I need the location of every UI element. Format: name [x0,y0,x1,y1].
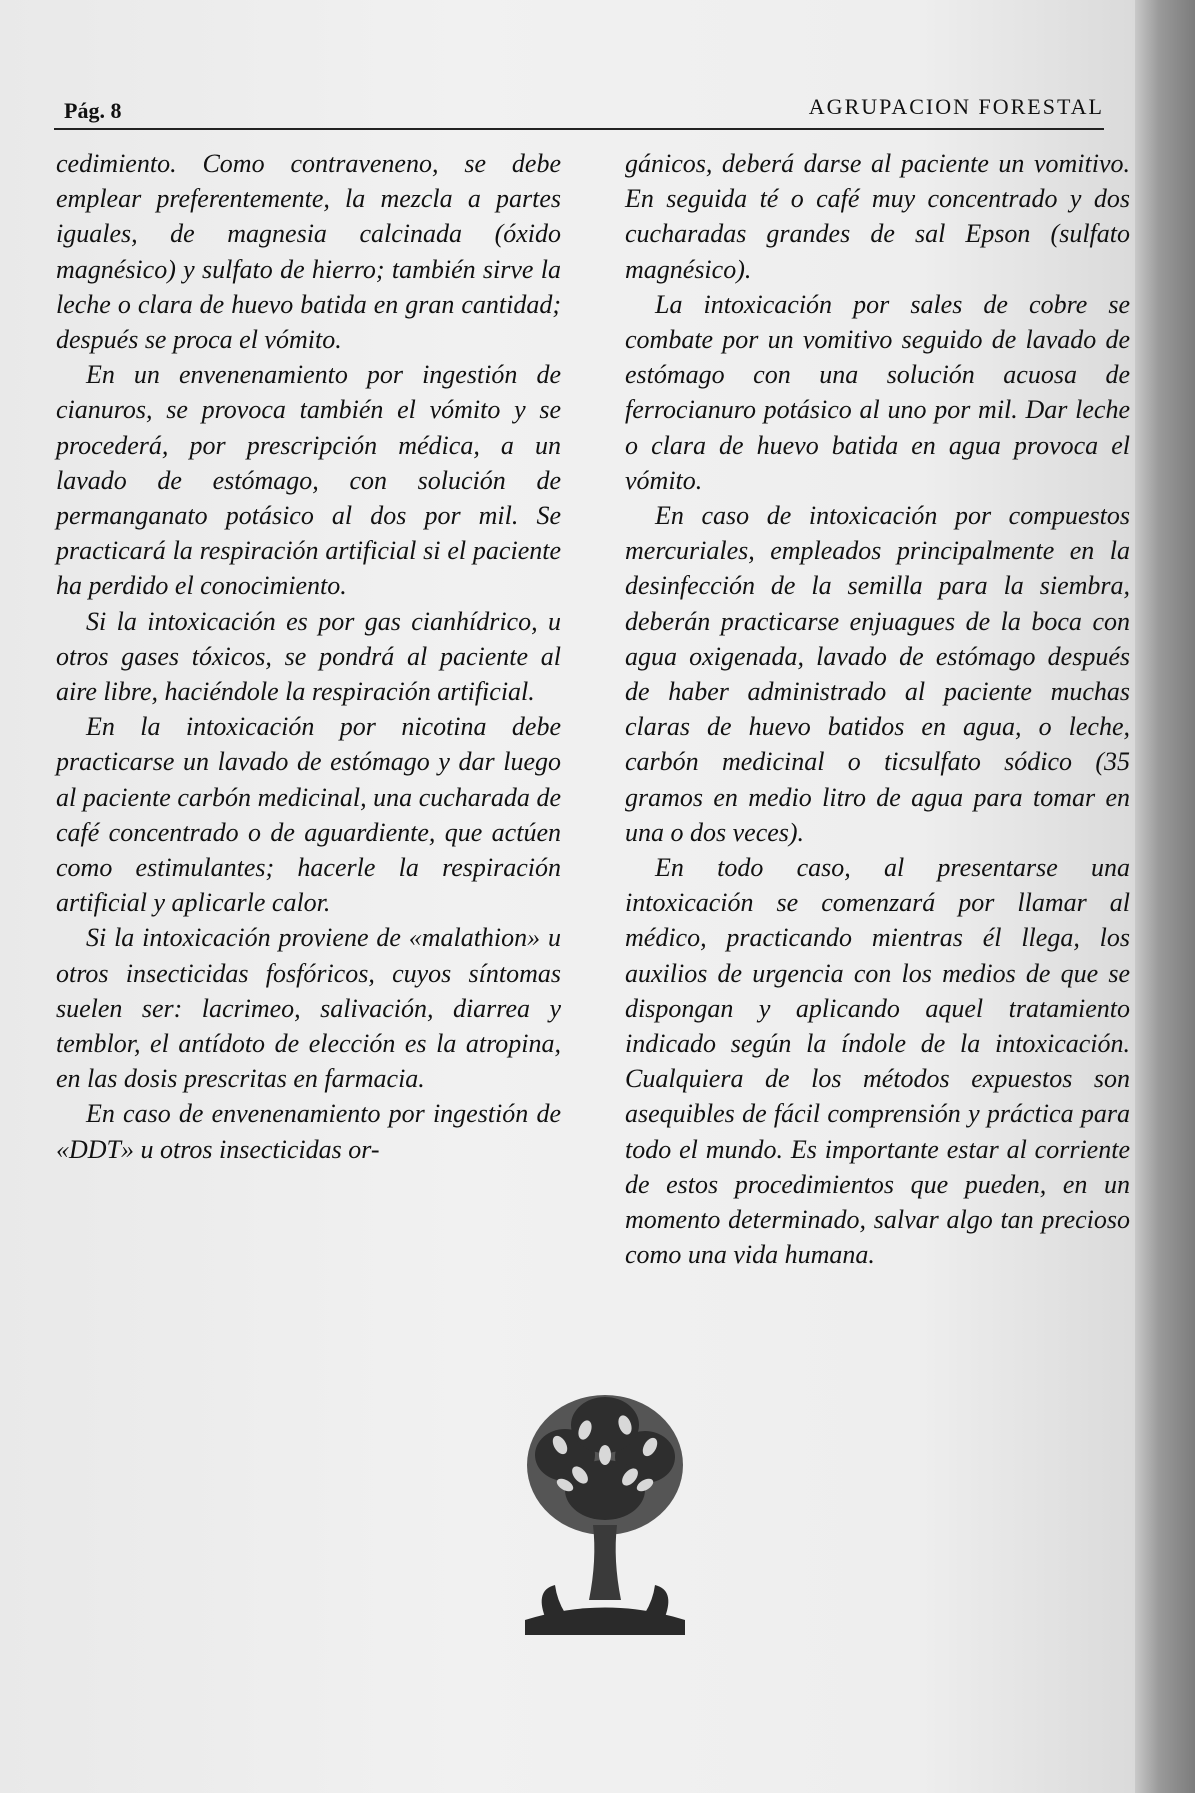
paragraph: En caso de intoxicación por compuestos mercuriales, empleados principalmente en la desinfección de la semilla para la siembra, deberán practicarse enjuagues de la boca con agua oxigenada, lavado de estómago después de haber administrado al paciente muchas claras de huevo batidos en agua, o leche, carbón medicinal o ticsulfato sódico (35 gramos en medio litro de agua para tomar en una o dos veces). [625,501,1130,847]
paragraph: En todo caso, al presentarse una intoxicación se comenzará por llamar al médico, practicando mientras él llega, los auxilios de urgencia con los medios de que se dispongan y aplicando aquel tratamiento indicado según la índole de la intoxicación. Cualquiera de los métodos expuestos son asequibles de fácil comprensión y práctica para todo el mundo. Es importante estar al corriente de estos procedimientos que pueden, en un momento determinado, salvar algo tan precioso como una vida humana. [625,853,1130,1270]
right-column [625,146,1130,1273]
page-number: Pág. 8 [64,98,122,123]
paragraph: En caso de envenenamiento por ingestión de «DDT» u otros insecticidas or- [56,1099,561,1164]
paragraph: La intoxicación por sales de cobre se combate por un vomitivo seguido de lavado de estómago con una solución acuosa de ferrocianuro potásico al uno por mil. Dar leche o clara de huevo batida en agua provoca el vómito. [625,289,1130,495]
page-header [54,92,1104,130]
paragraph: cedimiento. Como contraveneno, se debe emplear preferentemente, la mezcla a partes iguales, de magnesia calcinada (óxido magnésico) y sulfato de hierro; también sirve la leche o clara de huevo batida en gran cantidad; después se proca el vómito. [56,149,561,355]
paragraph: En la intoxicación por nicotina debe practicarse un lavado de estómago y dar luego al paciente carbón medicinal, una cucharada de café concentrado o de aguardiente, que actúen como estimulantes; hacerle la respiración artificial y aplicarle calor. [56,712,561,918]
running-head: AGRUPACION FORESTAL [808,94,1104,119]
paragraph: En un envenenamiento por ingestión de cianuros, se provoca también el vómito y se procederá, por prescripción médica, a un lavado de estómago, con solución de permanganato potásico al dos por mil. Se practicará la respiración artificial si el paciente ha perdido el conocimiento. [56,360,561,601]
tree-ornament-icon [505,1385,705,1645]
paragraph: Si la intoxicación es por gas cianhídrico, u otros gases tóxicos, se pondrá al paciente al aire libre, haciéndole la respiración artificial. [56,606,561,707]
paragraph: gánicos, deberá darse al paciente un vomitivo. En seguida té o café muy concentrado y dos cucharadas grandes de sal Epson (sulfato magnésico). [625,149,1130,284]
left-column [56,146,561,1167]
paragraph: Si la intoxicación proviene de «malathion» u otros insecticidas fosfóricos, cuyos síntomas suelen ser: lacrimeo, salivación, diarrea y temblor, el antídoto de elección es la atropina, en las dosis prescritas en farmacia. [56,923,561,1094]
page-edge-shadow [1135,0,1195,1793]
